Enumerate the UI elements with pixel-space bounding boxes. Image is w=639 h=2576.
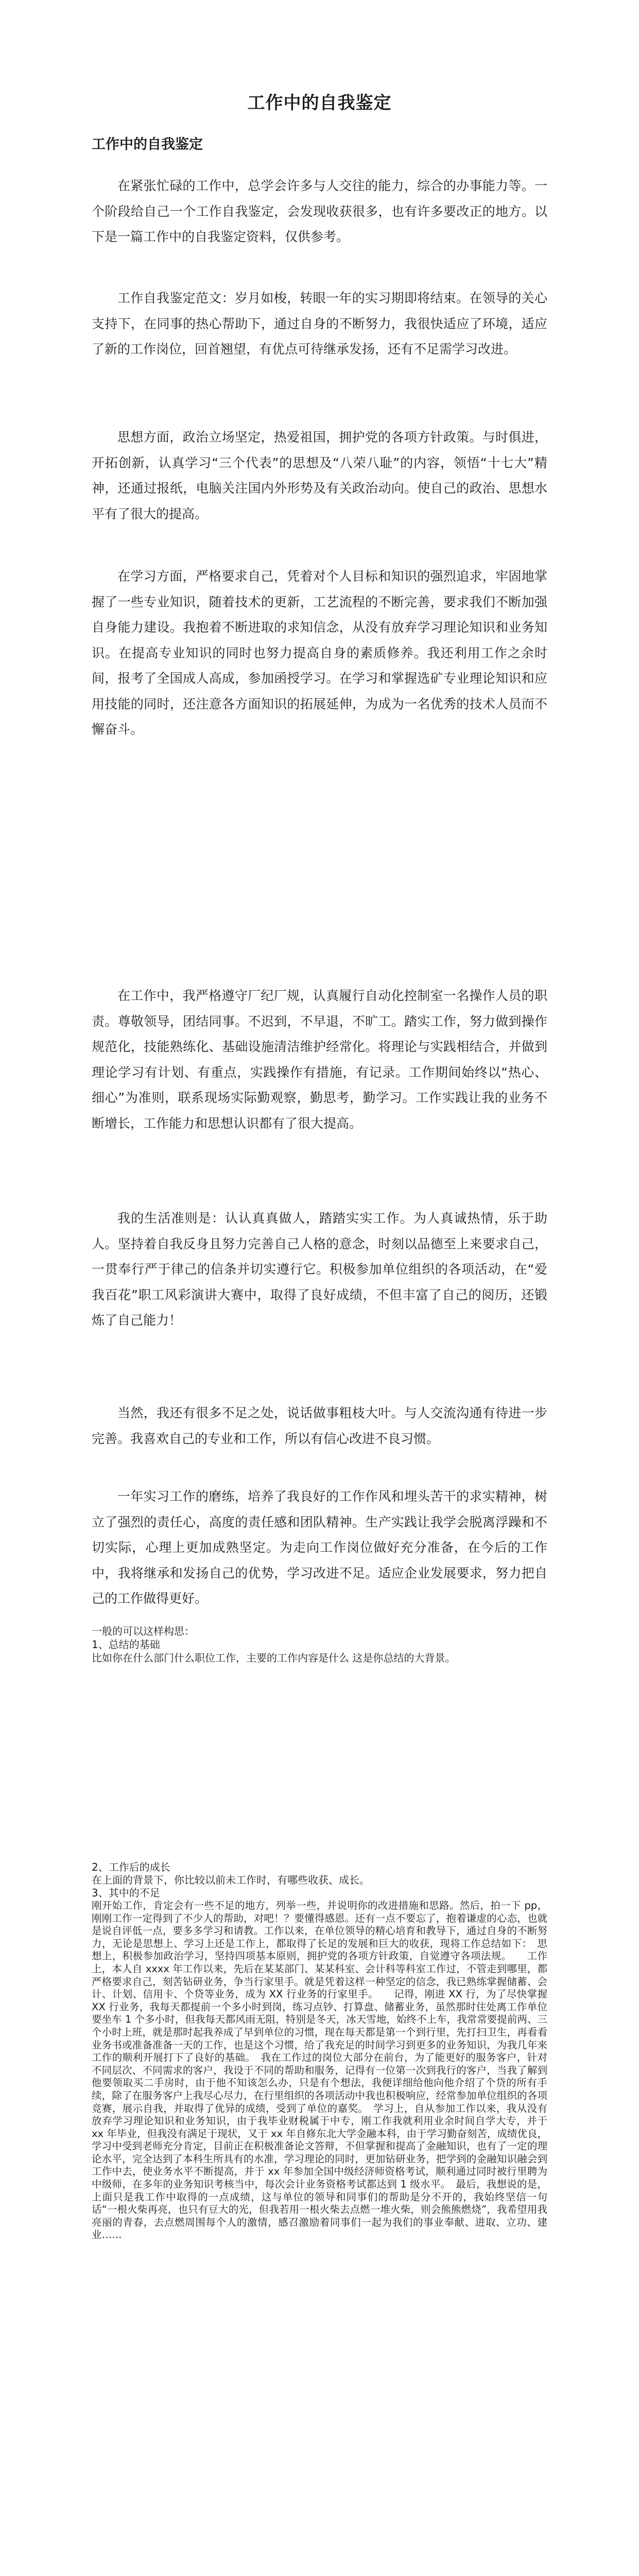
paragraph-work: 在工作中，我严格遵守厂纪厂规，认真履行自动化控制室一名操作人员的职责。尊敬领导，团结同事。不迟到，不早退，不旷工。踏实工作，努力做到操作规范化，技能熟练化、基础设施清洁维护经常化。将理论与实践相结合，并做到理论学习有计划、有重点，实践操作有措施，有记录。工作期间始终以“热心、细心”为准则，联系现场实际勤观察，勤思考，勤学习。工作实践让我的业务不断增长，工作能力和思想认识都有了很大提高。 bbox=[92, 988, 547, 1131]
section-subtitle: 工作中的自我鉴定 bbox=[92, 137, 203, 152]
section-2-body: 在上面的背景下，你比较以前未工作时，有哪些收获、成长。 bbox=[92, 1874, 370, 1886]
paragraph-ideology: 思想方面，政治立场坚定，热爱祖国，拥护党的各项方针政策。与时俱进，开拓创新，认真学习“三个代表”的思想及“八荣八耻”的内容，领悟“十七大”精神，还通过报纸，电脑关注国内外形势及有关政治动向。使自己的政治、思想水平有了很大的提高。 bbox=[92, 430, 547, 521]
structure-intro: 一般的可以这样构思： bbox=[92, 1625, 195, 1637]
paragraph-conclusion: 一年实习工作的磨练，培养了我良好的工作作风和埋头苦干的求实精神，树立了强烈的责任心，高度的责任感和团队精神。生产实践让我学会脱离浮躁和不切实际，心理上更加成熟坚定。为走向工作岗位做好充分准备，在今后的工作中，我将继承和发扬自己的优势，学习改进不足。适应企业发展要求，努力把自己的工作做得更好。 bbox=[92, 1489, 547, 1606]
paragraph-shortcomings: 当然，我还有很多不足之处，说话做事粗枝大叶。与人交流沟通有待进一步完善。我喜欢自己的专业和工作，所以有信心改进不良习惯。 bbox=[92, 1405, 547, 1446]
section-1-body: 比如你在什么部门什么职位工作，主要的工作内容是什么 这是你总结的大背景。 bbox=[92, 1652, 456, 1664]
section-2-heading: 2、工作后的成长 bbox=[92, 1861, 170, 1873]
section-3-body: 刚开始工作，肯定会有一些不足的地方，列举一些，并说明你的改进措施和思路。然后，拍一下 pp，刚刚工作一定得到了不少人的帮助，对吧！？要懂得感恩。还有一点不要忘了，抱着谦虚的心态，也就是说自评低一点，要多多学习和请教。工作以来，在单位领导的精心培育和教导下，通过自身的不断努力，无论是思想上、学习上还是工作上，都取得了长足的发展和巨大的收获，现将工作总结如下： 思想上，积极参加政治学习，坚持四项基本原则，拥护党的各项方针政策，自觉遵守各项法规。 工作上，本人自 xxxx 年工作以来，先后在某某部门、某某科室、会计科等科室工作过，不管走到哪里，都严格要求自己，刻苦钻研业务，争当行家里手。就是凭着这样一种坚定的信念，我已熟练掌握储蓄、会计、计划、信用卡、个贷等业务，成为 XX 行业务的行家里手。 记得，刚进 XX 行，为了尽快掌握 XX 行业务，我每天都提前一个多小时到岗，练习点钞、打算盘、储蓄业务，虽然那时住处离工作单位要坐车 1 个多小时，但我每天都风雨无阻，特别是冬天，冰天雪地，始终不上车，我常常要提前两、三个小时上班，就是那时起我养成了早到单位的习惯，现在每天都是第一个到行里，先打扫卫生，再看看业务书或准备准备一天的工作，也是这个习惯，给了我充足的时间学习到更多的业务知识，为我几年来工作的顺利开展打下了良好的基础。 我在工作过的岗位大部分在前台，为了能更好的服务客户，针对不同层次、不同需求的客户，我设于不同的帮助和服务，记得有一位第一次到我行的客户，当我了解到他要领取买二手房时，由于他不知该怎么办，只是有个想法，我便详细给他向他介绍了个贷的所有手续，除了在服务客户上我尽心尽力，在行里组织的各项活动中我也积极响应，经常参加单位组织的各项竞赛，展示自我，并取得了优异的成绩，受到了单位的嘉奖。 学习上，自从参加工作以来，我从没有放弃学习理论知识和业务知识，由于我毕业财税属于中专，刚工作我就利用业余时间自学大专，并于 xx 年毕业，但我没有满足于现状，又于 xx 年自修东北大学金融本科，由于学习勤奋刻苦，成绩优良，学习中受到老师充分肯定，目前正在积极准备论文答辩，不但掌握和提高了金融知识，也有了一定的理论水平，完全达到了本科生所具有的水准，学习理论的同时，更加钻研业务，把学到的金融知识融会到工作中去，使业务水平不断提高，并于 xx 年参加全国中级经济师资格考试，顺利通过同时被行里聘为中级师，在多年的业务知识考核当中，每次会计业务资格考试都达到 1 级水平。 最后，我想说的是，上面只是我工作中取得的一点成绩，这与单位的领导和同事们的帮助是分不开的，我始终坚信一句话“一根火柴再亮，也只有豆大的光，但我若用一根火柴去点燃一堆火柴，则会熊熊燃烧”，我希望用我亮丽的青春，去点燃周围每个人的激情，感召激励着同事们一起为我们的事业奉献、进取、立功、建业…… bbox=[92, 1900, 547, 2241]
section-1-heading: 1、总结的基础 bbox=[92, 1638, 160, 1651]
section-3-heading: 3、其中的不足 bbox=[92, 1887, 160, 1899]
paragraph-life: 我的生活准则是：认认真真做人，踏踏实实工作。为人真诚热情，乐于助人。坚持着自我反身且努力完善自己人格的意念，时刻以品德至上来要求自己，一贯奉行严于律己的信条并切实遵行它。积极参加单位组织的各项活动，在“爱我百花”职工风彩演讲大赛中，取得了良好成绩，不但丰富了自己的阅历，还锻炼了自己能力！ bbox=[92, 1211, 547, 1328]
paragraph-intro: 在紧张忙碌的工作中，总学会许多与人交往的能力，综合的办事能力等。一个阶段给自己一个工作自我鉴定，会发现收获很多，也有许多要改正的地方。以下是一篇工作中的自我鉴定资料，仅供参考。 bbox=[92, 178, 547, 244]
page-title: 工作中的自我鉴定 bbox=[247, 93, 392, 113]
paragraph-summary: 工作自我鉴定范文：岁月如梭，转眼一年的实习期即将结束。在领导的关心支持下，在同事的热心帮助下，通过自身的不断努力，我很快适应了环境，适应了新的工作岗位，回首翘望，有优点可待继承发扬，还有不足需学习改进。 bbox=[92, 291, 547, 357]
paragraph-study: 在学习方面，严格要求自己，凭着对个人目标和知识的强烈追求，牢固地掌握了一些专业知识，随着技术的更新，工艺流程的不断完善，要求我们不断加强自身能力建设。我抱着不断进取的求知信念，从没有放弃学习理论知识和业务知识。在提高专业知识的同时也努力提高自身的素质修养。我还利用工作之余时间，报考了全国成人高成，参加函授学习。在学习和掌握选矿专业理论知识和应用技能的同时，还注意各方面知识的拓展延伸，为成为一名优秀的技术人员而不懈奋斗。 bbox=[92, 569, 547, 737]
